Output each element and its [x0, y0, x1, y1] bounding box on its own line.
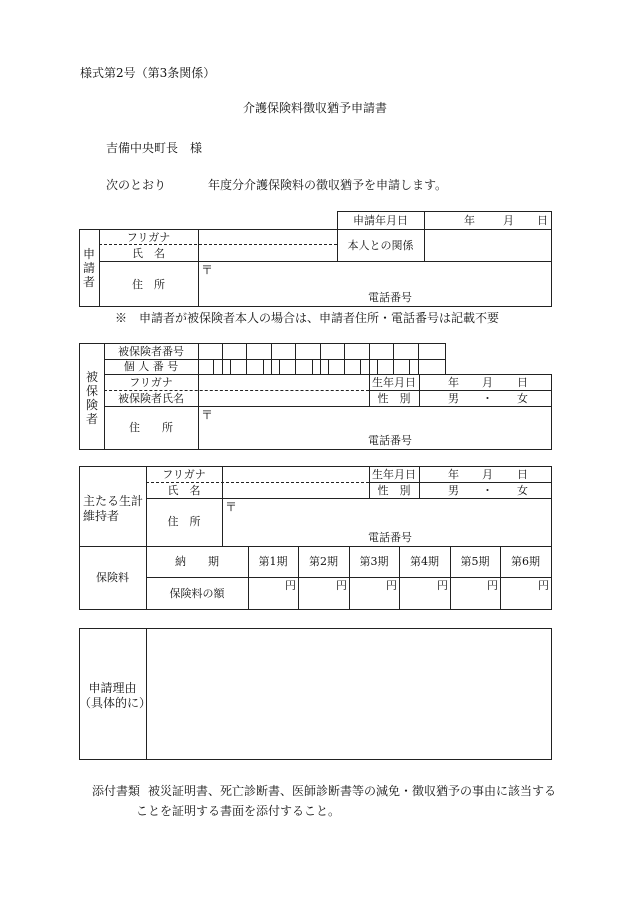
applicant-furigana-field[interactable]: [200, 230, 336, 244]
reason-label: 申請理由: [88, 681, 137, 695]
insured-number-field[interactable]: [200, 344, 444, 358]
relation-label: 本人との関係: [347, 239, 414, 252]
personal-number-label: 個 人 番 号: [123, 360, 179, 373]
yen-unit-5: 円: [487, 579, 498, 592]
period-1: 第1期: [258, 555, 288, 568]
supporter-name-label: 氏 名: [167, 484, 201, 497]
period-3: 第3期: [359, 555, 389, 568]
applicant-furigana-label: フリガナ: [126, 231, 171, 244]
applicant-note: ※ 申請者が被保険者本人の場合は、申請者住所・電話番号は記載不要: [115, 311, 500, 325]
supporter-side-label: 主たる生計維持者: [83, 494, 144, 523]
supporter-gender-separator: ・: [482, 484, 493, 497]
yen-unit-2: 円: [336, 579, 347, 592]
supporter-month-unit: 月: [482, 468, 493, 481]
supporter-name-field[interactable]: [224, 483, 368, 497]
applicant-address-label: 住 所: [132, 278, 165, 291]
relation-field[interactable]: [426, 230, 550, 260]
premium-amount-label: 保険料の額: [169, 587, 225, 600]
reason-label-detail: （具体的に）: [79, 696, 152, 710]
supporter-phone-label: 電話番号: [368, 531, 412, 544]
supporter-postal-mark: 〒: [225, 500, 238, 514]
supporter-year-unit: 年: [448, 468, 459, 481]
yen-unit-3: 円: [386, 579, 397, 592]
insured-birth-label: 生年月日: [372, 376, 416, 389]
supporter-birth-label: 生年月日: [372, 468, 416, 481]
year-unit: 年: [464, 214, 475, 227]
gender-male-option[interactable]: 男: [448, 392, 459, 405]
applicant-name-field[interactable]: [200, 245, 336, 260]
supporter-furigana-label: フリガナ: [162, 468, 206, 481]
gender-separator: ・: [482, 392, 493, 405]
supporter-furigana-field[interactable]: [224, 467, 368, 481]
insured-name-label: 被保険者氏名: [118, 392, 184, 405]
attachments-line-1: 被災証明書、死亡診断書、医師診断書等の減免・徴収猶予の事由に該当する: [148, 784, 557, 798]
insured-number-label: 被保険者番号: [118, 345, 184, 358]
reason-textarea[interactable]: [148, 630, 550, 758]
supporter-gender-male-option[interactable]: 男: [448, 484, 459, 497]
month-unit: 月: [503, 214, 514, 227]
insured-furigana-field[interactable]: [200, 375, 368, 389]
insured-year-unit: 年: [448, 376, 459, 389]
intro-prefix: 次のとおり: [106, 178, 167, 192]
insured-name-field[interactable]: [200, 391, 368, 405]
insured-postal-mark: 〒: [201, 408, 214, 422]
insured-day-unit: 日: [517, 376, 528, 389]
gender-female-option[interactable]: 女: [517, 392, 528, 405]
supporter-day-unit: 日: [517, 468, 528, 481]
supporter-gender-label: 性 別: [377, 484, 411, 497]
addressee: 吉備中央町長 様: [106, 141, 203, 155]
period-4: 第4期: [410, 555, 439, 568]
premium-side-label: 保険料: [96, 571, 129, 584]
period-5: 第5期: [460, 555, 490, 568]
period-2: 第2期: [309, 555, 338, 568]
form-number: 様式第2号（第3条関係）: [80, 66, 216, 80]
supporter-gender-female-option[interactable]: 女: [517, 484, 528, 497]
attachments-line-2: ことを証明する書面を添付すること。: [136, 804, 341, 818]
application-date-field[interactable]: [426, 212, 550, 229]
supporter-address-label: 住 所: [167, 515, 201, 528]
fiscal-year-field[interactable]: [168, 175, 206, 193]
insured-address-label: 住 所: [129, 421, 173, 434]
day-unit: 日: [537, 214, 548, 227]
document-title: 介護保険料徴収猶予申請書: [242, 101, 387, 115]
insured-gender-label: 性 別: [377, 392, 411, 405]
payment-period-label: 納 期: [175, 555, 219, 568]
yen-unit-6: 円: [538, 579, 549, 592]
insured-furigana-label: フリガナ: [129, 376, 173, 389]
insured-side-label: 被保険者: [85, 370, 98, 426]
insured-month-unit: 月: [482, 376, 493, 389]
intro-text: 年度分介護保険料の徴収猶予を申請します。: [208, 178, 448, 192]
application-date-label: 申請年月日: [353, 214, 408, 227]
applicant-name-label: 氏 名: [132, 247, 165, 260]
applicant-phone-label: 電話番号: [368, 291, 412, 304]
personal-number-field[interactable]: [200, 360, 444, 373]
applicant-side-label: 申請者: [82, 247, 95, 289]
attachments-label: 添付書類: [92, 784, 141, 798]
yen-unit-1: 円: [285, 579, 296, 592]
postal-mark: 〒: [201, 263, 214, 277]
yen-unit-4: 円: [437, 579, 448, 592]
insured-phone-label: 電話番号: [368, 434, 412, 447]
period-6: 第6期: [511, 555, 540, 568]
